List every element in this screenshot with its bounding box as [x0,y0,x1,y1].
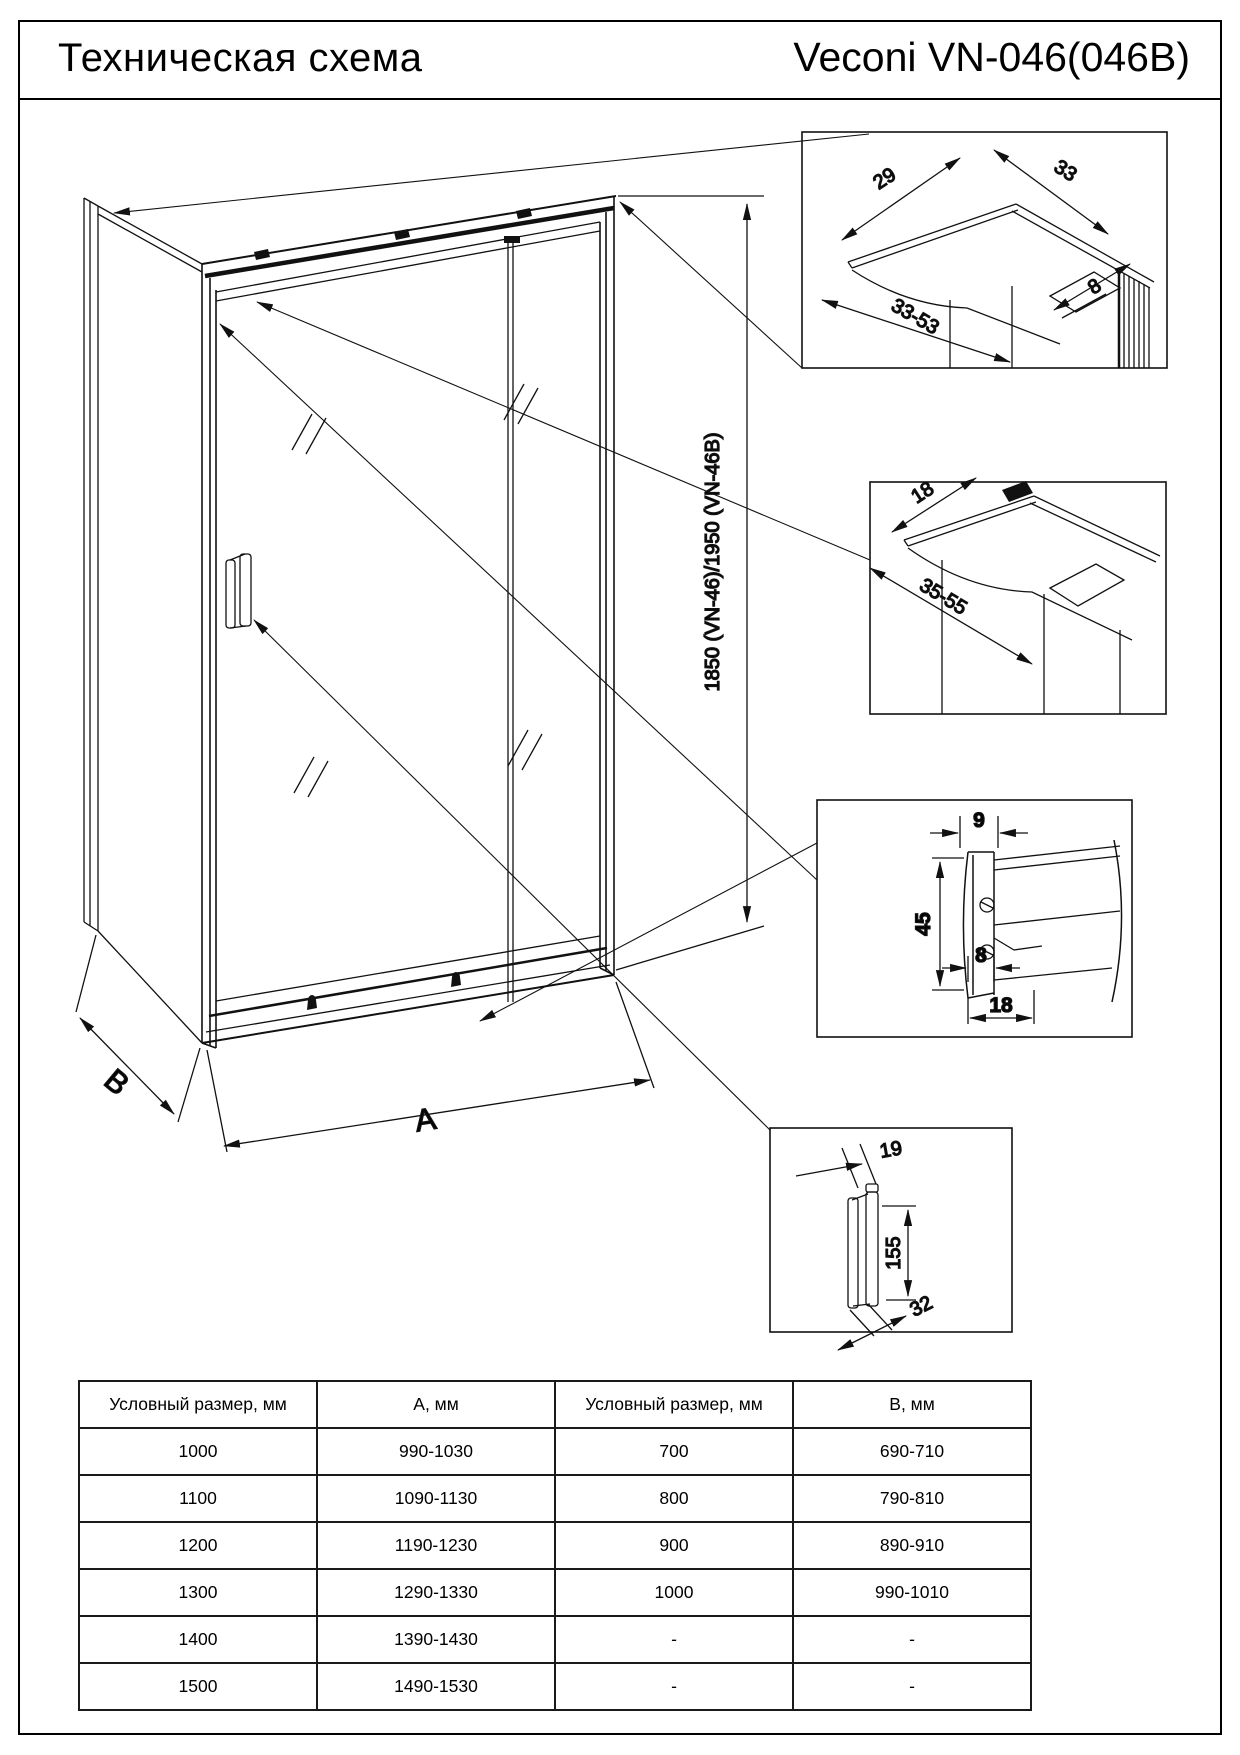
width-dimension-a [207,982,654,1152]
table-cell: 1090-1130 [317,1475,555,1522]
table-row [79,1616,1031,1663]
table-cell: - [555,1616,793,1663]
table-cell: 990-1010 [793,1569,1031,1616]
table-row [79,1569,1031,1616]
depth-dim-label: B [97,1061,136,1103]
table-cell: 990-1030 [317,1428,555,1475]
detail-wall-profile [817,800,1132,1037]
page-title: Техническая схема [58,36,423,80]
table-cell: 1290-1330 [317,1569,555,1616]
table-cell: 1000 [79,1428,317,1475]
table-cell: 1190-1230 [317,1522,555,1569]
height-dim-label: 1850 (VN-46)/1950 (VN-46B) [702,432,724,692]
detail-wall-dim-9: 9 [973,809,985,832]
table-cell: - [793,1616,1031,1663]
detail-top-rail [802,132,1167,368]
leader-lines [114,134,870,1130]
detail-handle [770,1128,1012,1350]
table-row [79,1475,1031,1522]
detail-mid-dim-18: 18 [907,477,939,509]
page-border [18,20,1222,1735]
table-cell: 1390-1430 [317,1616,555,1663]
table-cell: 1400 [79,1616,317,1663]
detail-mid-rail [870,478,1166,714]
table-cell: 1300 [79,1569,317,1616]
table-cell: 1200 [79,1522,317,1569]
table-cell: 700 [555,1428,793,1475]
table-cell: 890-910 [793,1522,1031,1569]
col-header: А, мм [317,1381,555,1428]
detail-handle-dim-32: 32 [906,1291,937,1322]
detail-mid-dim-35-55: 35-55 [915,574,971,620]
table-row [79,1663,1031,1710]
table-cell: - [555,1663,793,1710]
table-cell: 800 [555,1475,793,1522]
table-cell: 790-810 [793,1475,1031,1522]
detail-top-dim-33-53: 33-53 [887,294,943,340]
table-row [79,1428,1031,1475]
product-name: Veconi VN-046(046B) [793,34,1190,80]
detail-top-dim-8: 8 [1084,274,1106,300]
detail-wall-dim-45: 45 [912,912,935,936]
table-cell: - [793,1663,1031,1710]
size-table [78,1380,1032,1711]
table-header-row [79,1381,1031,1428]
table-cell: 1100 [79,1475,317,1522]
detail-wall-dim-8: 8 [975,944,987,967]
detail-top-dim-33: 33 [1049,155,1081,187]
col-header: Условный размер, мм [79,1381,317,1428]
width-dim-label: A [412,1100,439,1139]
shower-enclosure-drawing [84,196,616,1048]
table-cell: 1490-1530 [317,1663,555,1710]
header [20,22,1220,100]
door-handle [226,554,251,628]
table-cell: 690-710 [793,1428,1031,1475]
table-cell: 900 [555,1522,793,1569]
detail-handle-dim-155: 155 [883,1236,905,1270]
detail-top-dim-29: 29 [869,163,901,195]
height-dimension [616,196,764,970]
table-row [79,1522,1031,1569]
col-header: В, мм [793,1381,1031,1428]
detail-wall-dim-18: 18 [989,994,1013,1017]
table-cell: 1500 [79,1663,317,1710]
table-cell: 1000 [555,1569,793,1616]
depth-dimension-b [76,935,200,1122]
col-header: Условный размер, мм [555,1381,793,1428]
detail-handle-dim-19: 19 [878,1137,904,1163]
technical-drawing [20,102,1220,1382]
